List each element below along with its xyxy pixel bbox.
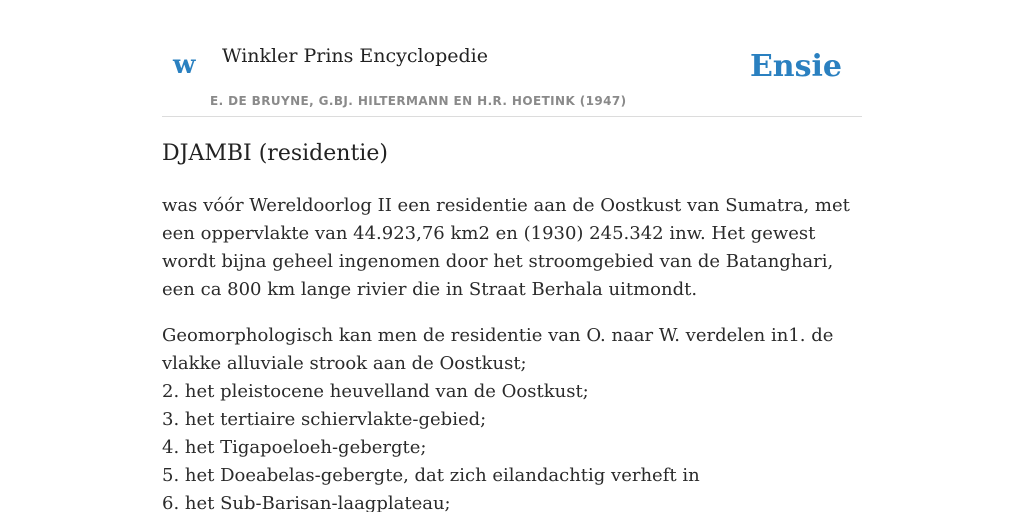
- list-item: 2. het pleistocene heuvelland van de Oostkust;: [162, 381, 589, 402]
- paragraph-geomorphology: [162, 322, 862, 512]
- paragraph-intro: was vóór Wereldoorlog II een residentie aan de Oostkust van Sumatra, met een oppervlakte van 44.923,76 km2 en (1930) 245.342 inw. Het gewest wordt bijna geheel ingenomen door het stroomgebied van de Batanghari, een ca 800 km lange rivier die in Straat Berhala uitmondt.: [162, 195, 850, 300]
- list-item: 6. het Sub-Barisan-laagplateau;: [162, 493, 451, 512]
- authors-line: E. DE BRUYNE, G.BJ. HILTERMANN EN H.R. HOETINK (1947): [210, 94, 627, 108]
- page: [162, 0, 862, 512]
- ensie-logo[interactable]: Ensie: [749, 49, 842, 84]
- logo-w[interactable]: w: [173, 50, 196, 80]
- list-item: 4. het Tigapoeloeh-gebergte;: [162, 437, 427, 458]
- list-item: 3. het tertiaire schiervlakte-gebied;: [162, 409, 487, 430]
- list-item: 5. het Doeabelas-gebergte, dat zich eilandachtig verheft in: [162, 465, 700, 486]
- geomorphology-intro: Geomorphologisch kan men de residentie van O. naar W. verdelen in1. de vlakke alluviale strook aan de Oostkust;: [162, 325, 834, 374]
- article-body: [162, 192, 862, 512]
- site-header: [162, 0, 862, 117]
- article-title: DJAMBI (residentie): [162, 141, 388, 166]
- encyclopedia-title[interactable]: Winkler Prins Encyclopedie: [222, 45, 488, 67]
